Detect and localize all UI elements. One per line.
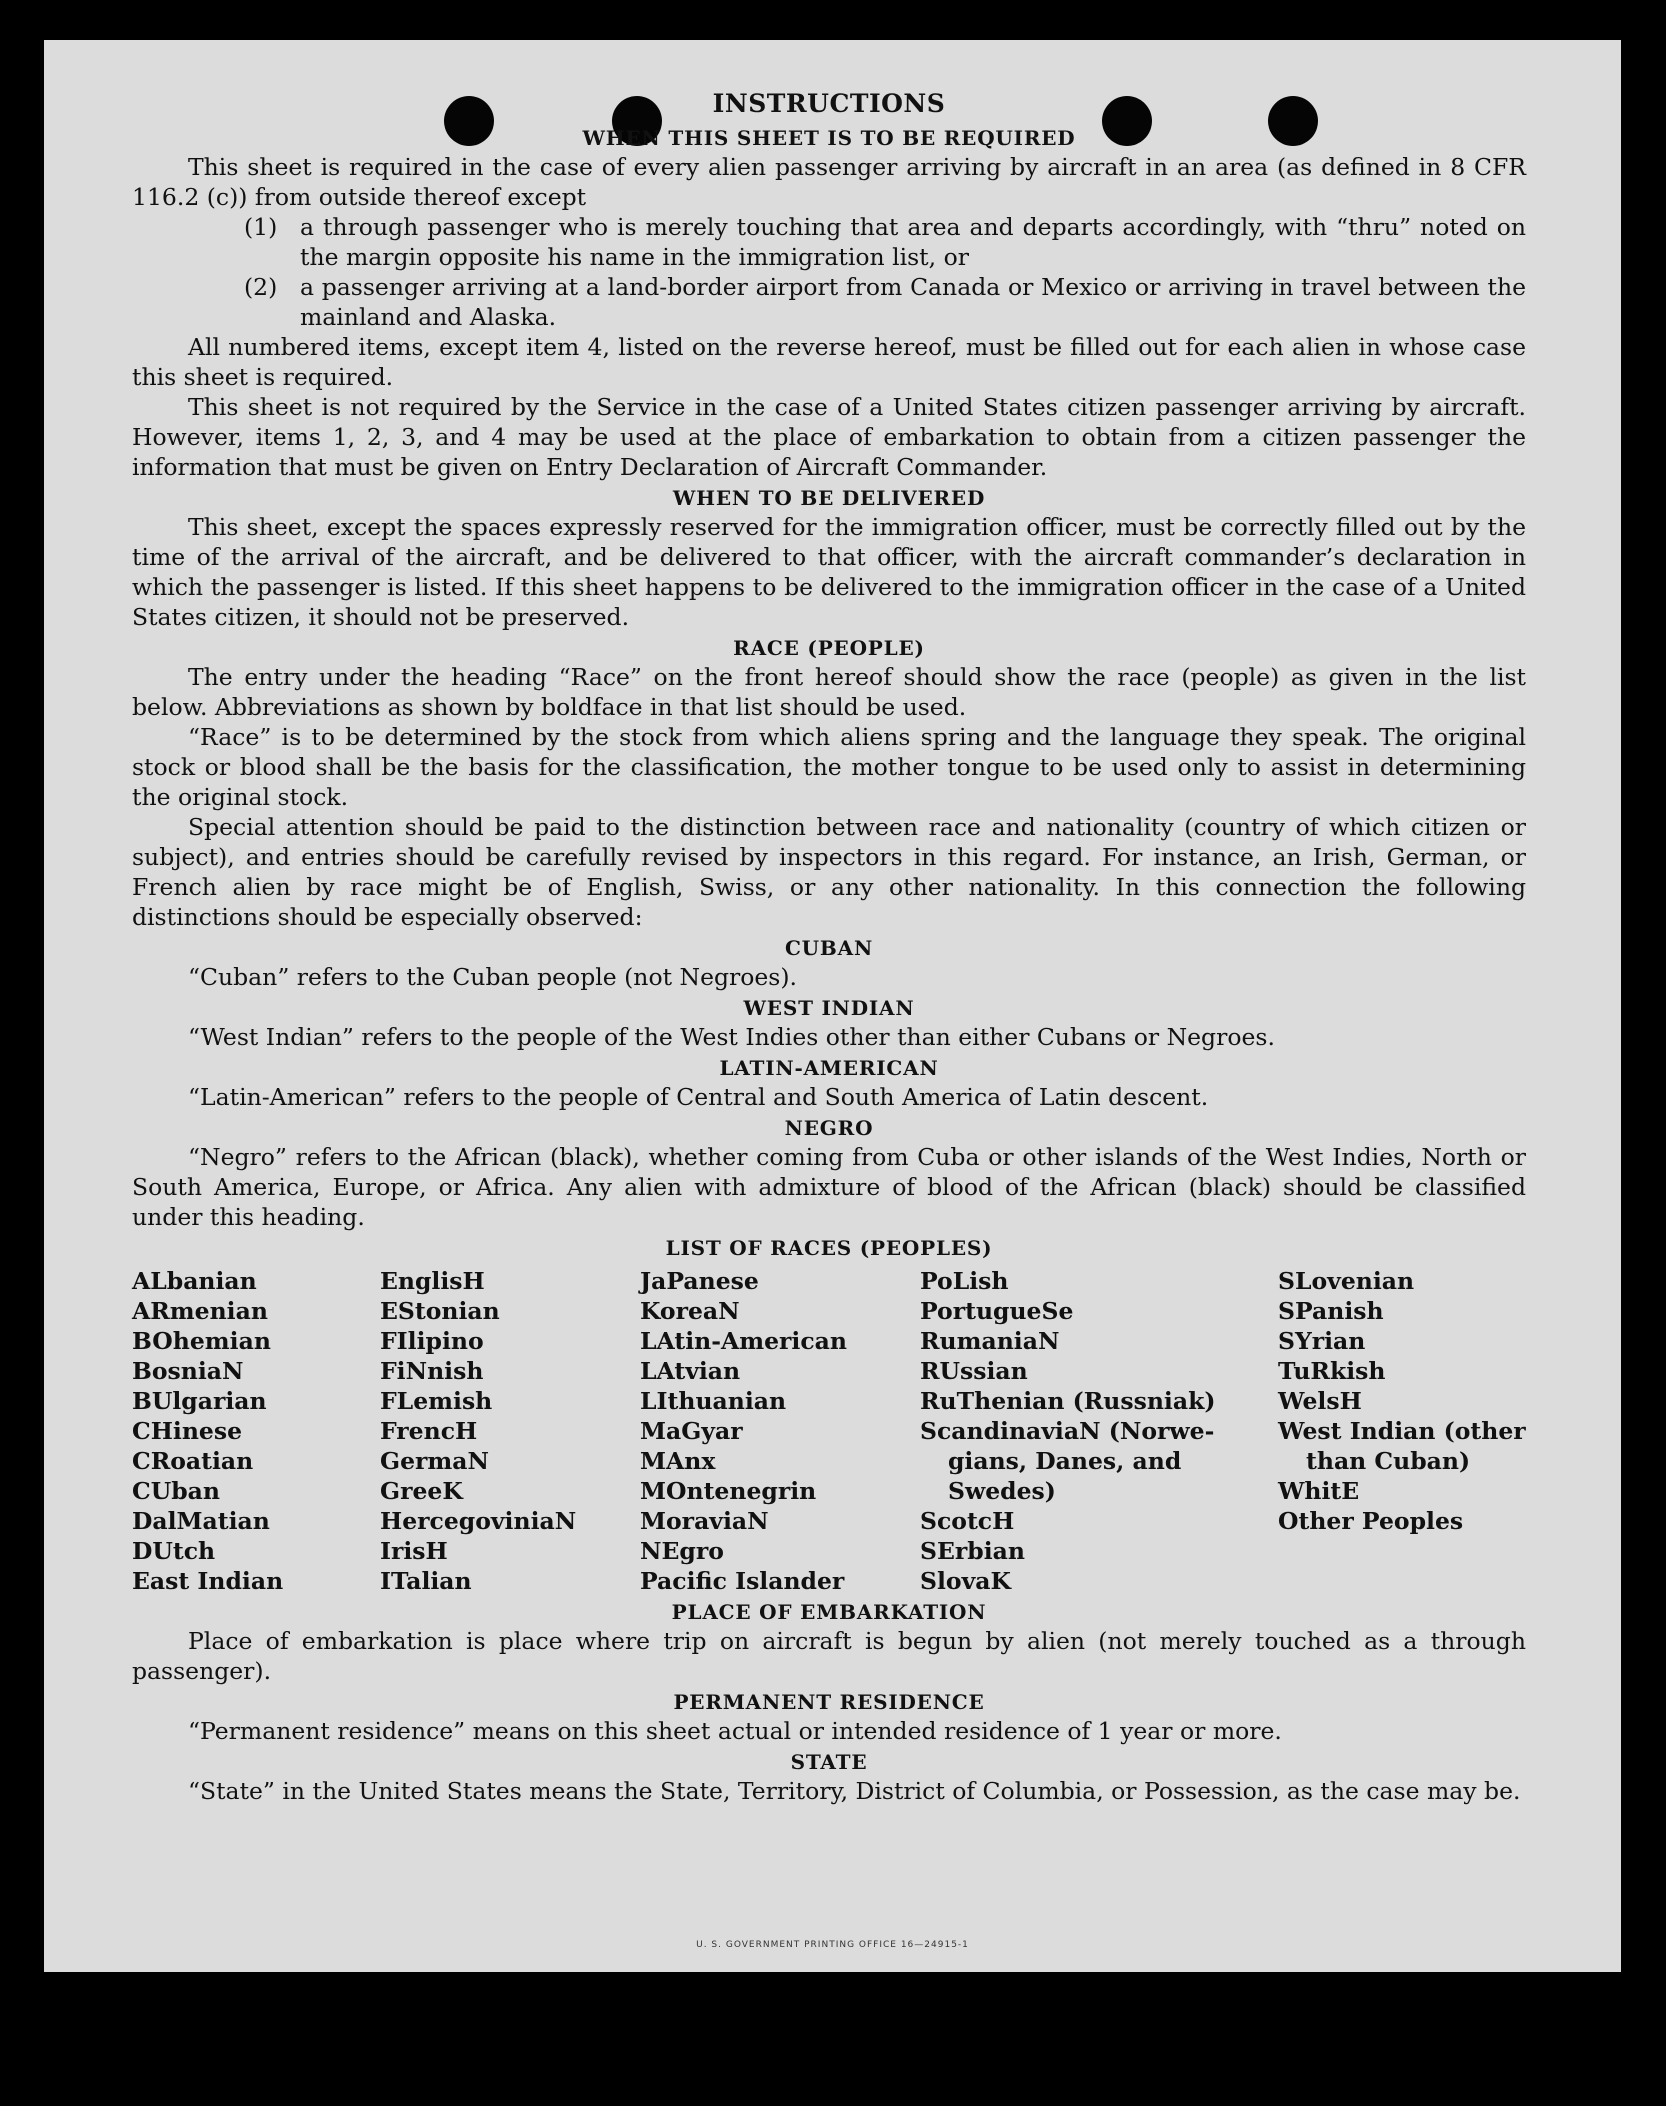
race-entry: ScandinaviaN (Norwe- [920,1417,1215,1445]
race-entry: CHinese [132,1417,243,1445]
section-heading-delivered: WHEN TO BE DELIVERED [672,486,986,510]
race-entry: LIthuanian [640,1387,787,1415]
race-entry: DUtch [132,1537,216,1565]
section-heading-west-indian: WEST INDIAN [743,996,915,1020]
list-item [132,212,1526,272]
race-entry: gians, Danes, and [948,1447,1182,1475]
race-entry: MoraviaN [640,1507,769,1535]
race-entry: SlovaK [920,1567,1011,1595]
section-heading-state: STATE [790,1750,868,1774]
race-entry: LAtvian [640,1357,741,1385]
races-column-1 [132,1266,380,1596]
paragraph: Place of embarkation is place where trip on aircraft is begun by alien (not merely touched as a through passenger). [132,1627,1526,1685]
race-entry: East Indian [132,1567,284,1595]
paragraph: “Latin-American” refers to the people of Central and South America of Latin descent. [188,1083,1209,1111]
paragraph: Special attention should be paid to the distinction between race and nationality (country of which citizen or subject), and entries should be carefully revised by inspectors in this regard. For instance, an Irish, German, or French alien by race might be of English, Swiss, or any other nationality. In this connection the following distinctions should be especially observed: [132,813,1526,931]
race-entry: RUssian [920,1357,1028,1385]
section-heading-list-of-races: LIST OF RACES (PEOPLES) [665,1236,993,1260]
race-entry: HercegoviniaN [380,1507,577,1535]
paragraph: “Permanent residence” means on this sheet actual or intended residence of 1 year or more. [188,1717,1282,1745]
section-heading-embarkation: PLACE OF EMBARKATION [671,1600,987,1624]
race-entry: Pacific Islander [640,1567,845,1595]
race-entry: MAnx [640,1447,716,1475]
race-entry: EnglisH [380,1267,485,1295]
race-entry: BOhemian [132,1327,271,1355]
race-entry: GreeK [380,1477,463,1505]
paragraph: “West Indian” refers to the people of the West Indies other than either Cubans or Negroes. [188,1023,1275,1051]
race-entry: FIlipino [380,1327,484,1355]
paragraph: This sheet is required in the case of every alien passenger arriving by aircraft in an area (as defined in 8 CFR 116.2 (c)) from outside thereof except [132,153,1526,211]
race-entry: SPanish [1278,1297,1384,1325]
paragraph: “Race” is to be determined by the stock from which aliens spring and the language they speak. The original stock or blood shall be the basis for the classification, the mother tongue to be used only to assist in determining the original stock. [132,723,1526,811]
paragraph: This sheet is not required by the Service in the case of a United States citizen passenger arriving by aircraft. However, items 1, 2, 3, and 4 may be used at the place of embarkation to obtain from a citizen passenger the information that must be given on Entry Declaration of Aircraft Commander. [132,393,1526,481]
paragraph: “State” in the United States means the State, Territory, District of Columbia, or Possession, as the case may be. [188,1777,1521,1805]
races-column-2 [380,1266,640,1596]
race-entry: SErbian [920,1537,1025,1565]
race-entry: BUlgarian [132,1387,267,1415]
race-entry: MaGyar [640,1417,743,1445]
races-column-4 [920,1266,1278,1596]
item-text: a through passenger who is merely touching that area and departs accordingly, with “thru” noted on the margin opposite his name in the immigration list, or [300,213,1526,271]
instructions-content [132,86,1526,1806]
race-entry: NEgro [640,1537,724,1565]
paragraph: This sheet, except the spaces expressly reserved for the immigration officer, must be correctly filled out by the time of the arrival of the aircraft, and be delivered to that officer, with the aircraft commander’s declaration in which the passenger is listed. If this sheet happens to be delivered to the immigration officer in the case of a United States citizen, it should not be preserved. [132,513,1526,631]
race-entry: RumaniaN [920,1327,1060,1355]
race-entry: ARmenian [132,1297,268,1325]
race-entry: LAtin-American [640,1327,847,1355]
section-heading-cuban: CUBAN [784,936,874,960]
race-entry: IrisH [380,1537,448,1565]
race-entry: SLovenian [1278,1267,1415,1295]
races-column-5 [1278,1266,1526,1596]
race-entry: ScotcH [920,1507,1015,1535]
section-heading-race: RACE (PEOPLE) [733,636,925,660]
paragraph: The entry under the heading “Race” on the front hereof should show the race (people) as given in the list below. Abbreviations as shown by boldface in that list should be used. [132,663,1526,721]
paragraph: “Negro” refers to the African (black), whether coming from Cuba or other islands of the West Indies, North or South America, Europe, or Africa. Any alien with admixture of blood of the African (black) should be classified under this heading. [132,1143,1526,1231]
item-number: (1) [244,213,278,241]
race-entry: FLemish [380,1387,493,1415]
race-entry: BosniaN [132,1357,244,1385]
races-list [132,1266,1526,1596]
race-entry: DalMatian [132,1507,270,1535]
race-entry: MOntenegrin [640,1477,817,1505]
race-entry: ITalian [380,1567,472,1595]
paragraph: All numbered items, except item 4, listed on the reverse hereof, must be filled out for each alien in whose case this sheet is required. [132,333,1526,391]
section-heading-latin-american: LATIN-AMERICAN [719,1056,939,1080]
race-entry: than Cuban) [1306,1447,1471,1475]
document-sheet [44,40,1621,1972]
race-entry: West Indian (other [1278,1417,1526,1445]
race-entry: PoLish [920,1267,1009,1295]
race-entry: SYrian [1278,1327,1366,1355]
race-entry: GermaN [380,1447,489,1475]
race-entry: CUban [132,1477,220,1505]
races-column-3 [640,1266,920,1596]
race-entry: FrencH [380,1417,478,1445]
list-item [132,272,1526,332]
section-heading-residence: PERMANENT RESIDENCE [673,1690,985,1714]
race-entry: TuRkish [1278,1357,1386,1385]
race-entry: Swedes) [948,1477,1056,1505]
paragraph: “Cuban” refers to the Cuban people (not Negroes). [188,963,798,991]
race-entry: PortugueSe [920,1297,1074,1325]
race-entry: FiNnish [380,1357,484,1385]
race-entry: WhitE [1278,1477,1360,1505]
section-heading-negro: NEGRO [784,1116,874,1140]
race-entry: WelsH [1278,1387,1362,1415]
race-entry: KoreaN [640,1297,740,1325]
printing-office-footer: U. S. GOVERNMENT PRINTING OFFICE 16—24915-1 [696,1940,969,1950]
race-entry: EStonian [380,1297,500,1325]
race-entry: ALbanian [132,1267,257,1295]
race-entry: JaPanese [640,1267,759,1295]
race-entry: RuThenian (Russniak) [920,1387,1216,1415]
item-text: a passenger arriving at a land-border airport from Canada or Mexico or arriving in travel between the mainland and Alaska. [300,273,1526,331]
section-heading-required: WHEN THIS SHEET IS TO BE REQUIRED [582,126,1076,150]
page-title: INSTRUCTIONS [712,89,946,118]
race-entry: Other Peoples [1278,1507,1464,1535]
item-number: (2) [244,273,278,301]
race-entry: CRoatian [132,1447,254,1475]
